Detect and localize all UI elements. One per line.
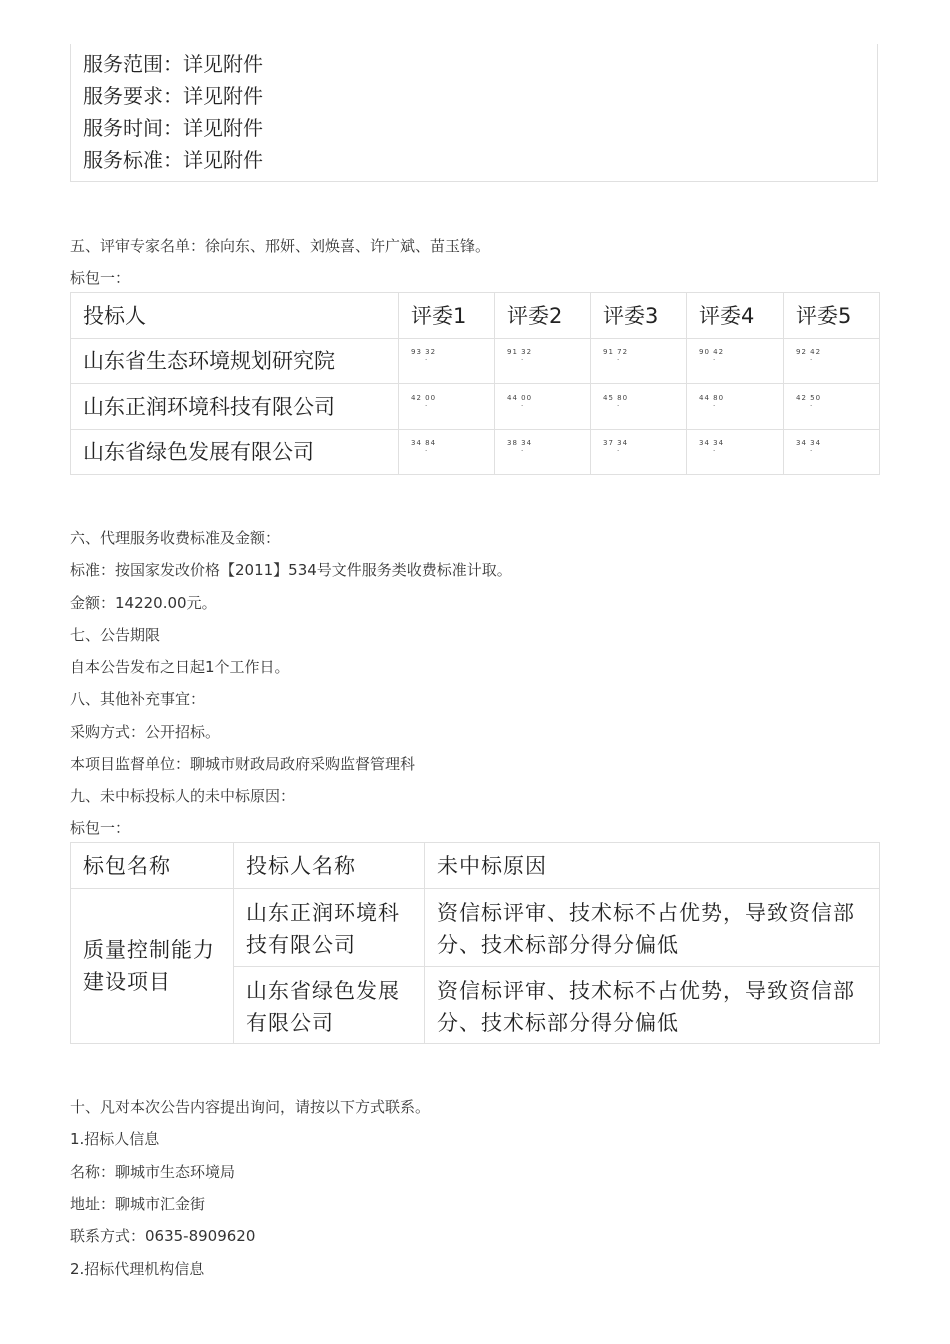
service-info-box xyxy=(70,44,878,182)
tenderer-contact: 联系方式：0635-8909620 xyxy=(70,1227,256,1245)
score-cell: 38 34 · xyxy=(507,439,533,455)
section5-package-label: 标包一： xyxy=(70,269,131,287)
table-row xyxy=(71,889,880,967)
supervisor-unit: 本项目监督单位：聊城市财政局政府采购监督管理科 xyxy=(70,755,416,773)
header-judge-3: 评委3 xyxy=(591,293,687,339)
procurement-method: 采购方式：公开招标。 xyxy=(70,723,221,741)
service-scope: 服务范围：详见附件 xyxy=(83,52,263,76)
section9-package-label: 标包一： xyxy=(70,819,131,837)
score-cell: 93 32 · xyxy=(411,348,437,364)
reason-table xyxy=(70,842,880,1044)
notice-period: 自本公告发布之日起1个工作日。 xyxy=(70,658,290,676)
score-table-header xyxy=(71,293,880,339)
fee-amount: 金额：14220.00元。 xyxy=(70,594,217,612)
header-judge-4: 评委4 xyxy=(687,293,784,339)
service-requirements: 服务要求：详见附件 xyxy=(83,84,263,108)
tenderer-name: 名称：聊城市生态环境局 xyxy=(70,1163,236,1181)
score-table xyxy=(70,292,880,475)
section8-heading: 八、其他补充事宜： xyxy=(70,690,206,708)
reason-text: 资信标评审、技术标不占优势，导致资信部分、技术标部分得分偏低 xyxy=(425,889,880,967)
table-row xyxy=(71,384,880,430)
service-standard: 服务标准：详见附件 xyxy=(83,148,263,172)
bidder-name: 山东省生态环境规划研究院 xyxy=(71,339,399,384)
score-cell: 37 34 · xyxy=(603,439,629,455)
table-row xyxy=(71,430,880,475)
header-judge-2: 评委2 xyxy=(495,293,591,339)
reason-table-header xyxy=(71,843,880,889)
tenderer-title: 1.招标人信息 xyxy=(70,1130,160,1148)
table-row xyxy=(71,339,880,384)
score-cell: 42 00 · xyxy=(411,393,437,410)
header-package-name: 标包名称 xyxy=(71,843,234,889)
package-name: 质量控制能力建设项目 xyxy=(71,889,234,1044)
fee-standard: 标准：按国家发改价格【2011】534号文件服务类收费标准计取。 xyxy=(70,561,512,579)
score-cell: 42 50 · xyxy=(796,393,822,410)
score-cell: 90 42 · xyxy=(699,348,725,364)
service-time: 服务时间：详见附件 xyxy=(83,116,263,140)
score-cell: 44 00 · xyxy=(507,393,533,410)
section6-heading: 六、代理服务收费标准及金额： xyxy=(70,529,281,547)
score-cell: 45 80 · xyxy=(603,393,629,410)
score-cell: 91 72 · xyxy=(603,348,629,364)
header-bidder-name: 投标人名称 xyxy=(234,843,425,889)
header-bidder: 投标人 xyxy=(71,293,399,339)
bidder-name: 山东正润环境科技有限公司 xyxy=(234,889,425,967)
bidder-name: 山东省绿色发展有限公司 xyxy=(71,430,399,475)
section7-heading: 七、公告期限 xyxy=(70,626,161,644)
reason-text: 资信标评审、技术标不占优势，导致资信部分、技术标部分得分偏低 xyxy=(425,967,880,1044)
bidder-name: 山东正润环境科技有限公司 xyxy=(71,384,399,430)
header-judge-1: 评委1 xyxy=(399,293,495,339)
score-cell: 91 32 · xyxy=(507,348,533,364)
header-judge-5: 评委5 xyxy=(784,293,880,339)
section5-heading: 五、评审专家名单：徐向东、邢妍、刘焕喜、许广斌、苗玉锋。 xyxy=(70,237,491,255)
tenderer-address: 地址：聊城市汇金街 xyxy=(70,1195,206,1213)
section9-heading: 九、未中标投标人的未中标原因： xyxy=(70,787,296,805)
section10-heading: 十、凡对本次公告内容提出询问，请按以下方式联系。 xyxy=(70,1098,431,1116)
score-cell: 44 80 · xyxy=(699,393,725,410)
score-cell: 34 84 · xyxy=(411,439,437,455)
header-reason: 未中标原因 xyxy=(425,843,880,889)
agency-title: 2.招标代理机构信息 xyxy=(70,1260,205,1278)
bidder-name: 山东省绿色发展有限公司 xyxy=(234,967,425,1044)
score-cell: 34 34 · xyxy=(699,439,725,455)
score-cell: 34 34 · xyxy=(796,439,822,455)
score-cell: 92 42 · xyxy=(796,348,822,364)
